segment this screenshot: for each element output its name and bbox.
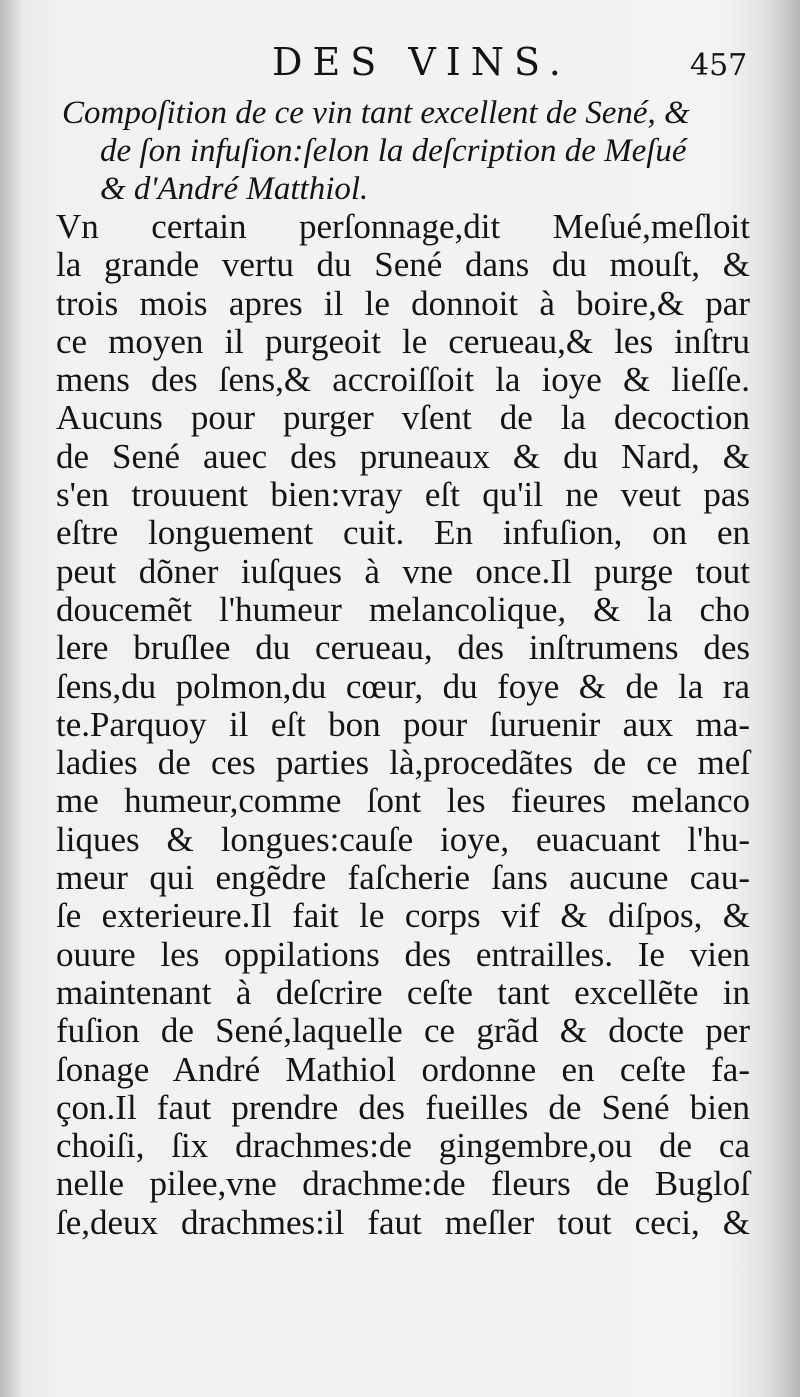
text-line: choiſi, ſix drachmes:de gingembre,ou de ca	[56, 1126, 750, 1166]
text-line: te.Parquoy il eſt bon pour ſuruenir aux ma-	[56, 704, 750, 744]
text-line: eſtre longuement cuit. En infuſion, on en	[56, 513, 750, 553]
text-line: doucemẽt l'humeur melancolique, & la cho	[56, 589, 750, 629]
section-heading	[62, 94, 752, 208]
page-number: 457	[690, 48, 748, 83]
text-line: ſonage André Mathiol ordonne en ceſte fa-	[56, 1049, 750, 1089]
text-line: liques & longues:cauſe ioye, euacuant l'hu-	[56, 819, 750, 859]
text-line: de Sené auec des pruneaux & du Nard, &	[56, 436, 750, 476]
text-line: meur qui engẽdre faſcherie ſans aucune cau-	[56, 858, 750, 898]
text-line: Aucuns pour purger vſent de la decoction	[56, 398, 750, 438]
text-line: maintenant à deſcrire ceſte tant excellẽte in	[56, 972, 750, 1012]
body-text	[56, 208, 750, 1242]
heading-line: & d'André Matthiol.	[100, 171, 369, 207]
text-line: trois mois apres il le donnoit à boire,& par	[56, 283, 750, 323]
text-line: çon.Il faut prendre des fueilles de Sené bien	[56, 1087, 750, 1127]
text-line: ſe,deux drachmes:il faut meſler tout ceci, &	[56, 1202, 750, 1242]
heading-line: de ſon infuſion:ſelon la deſcription de Meſué	[100, 133, 687, 169]
text-line: peut dõner iuſques à vne once.Il purge tout	[56, 551, 750, 591]
heading-line: Compoſition de ce vin tant excellent de Sené, &	[62, 95, 690, 131]
text-line: ladies de ces parties là,procedãtes de ce meſ	[56, 743, 750, 783]
text-line: me humeur,comme ſont les fieures melanco	[56, 781, 750, 821]
running-head: DES VINS.	[272, 40, 571, 84]
page-header	[0, 34, 800, 94]
text-line: la grande vertu du Sené dans du mouſt, &	[56, 245, 750, 285]
text-line: lere bruſlee du cerueau, des inſtrumens des	[56, 628, 750, 668]
text-line: mens des ſens,& accroiſſoit la ioye & lieſſe.	[56, 360, 750, 400]
text-line: nelle pilee,vne drachme:de fleurs de Bugloſ	[56, 1164, 750, 1204]
text-line: s'en trouuent bien:vray eſt qu'il ne veut pas	[56, 475, 750, 515]
text-line: ſe exterieure.Il fait le corps vif & diſpos, &	[56, 896, 750, 936]
page-edge-shadow	[762, 0, 800, 1397]
text-line: ſens,du polmon,du cœur, du foye & de la ra	[56, 666, 750, 706]
text-line: fuſion de Sené,laquelle ce grãd & docte per	[56, 1011, 750, 1051]
text-line: ouure les oppilations des entrailles. Ie vien	[56, 934, 750, 974]
text-line: Vn certain perſonnage,dit Meſué,meſloit	[56, 207, 750, 246]
text-line: ce moyen il purgeoit le cerueau,& les inſtru	[56, 321, 750, 361]
